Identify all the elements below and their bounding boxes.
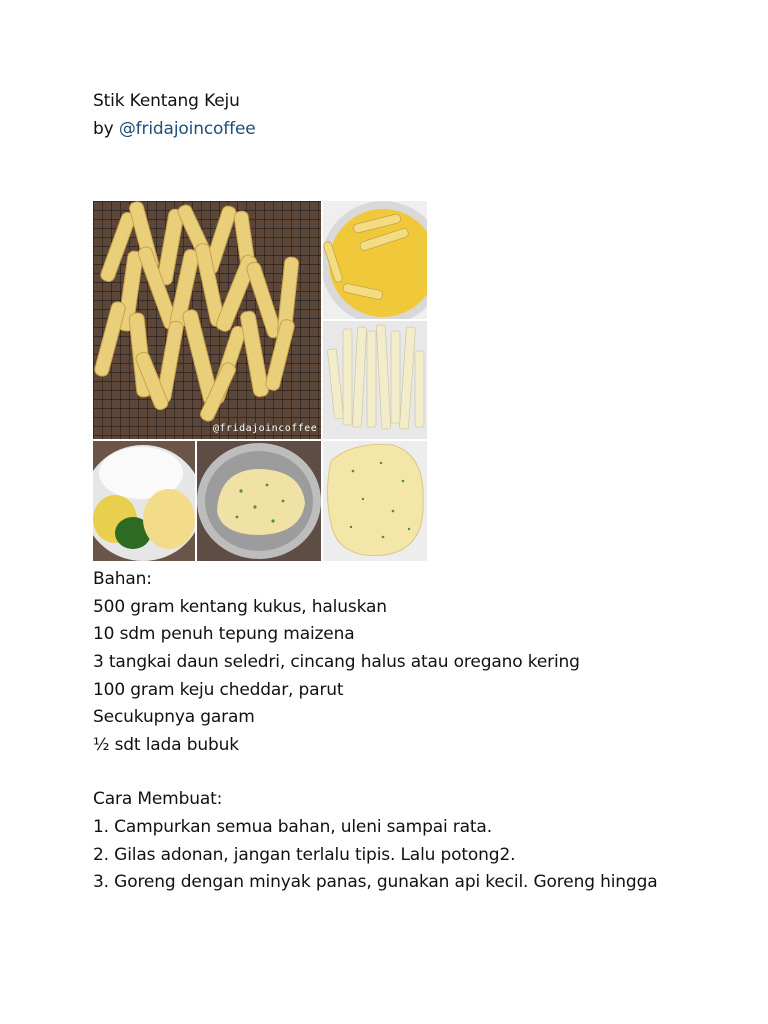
steps-heading: Cara Membuat: — [93, 789, 223, 810]
recipe-document — [93, 88, 733, 897]
photo-watermark: @fridajoincoffee — [213, 423, 318, 435]
ingredient-item: 10 sdm penuh tepung maizena — [93, 624, 355, 645]
ingredients-list — [93, 594, 733, 760]
photo-ingredients — [93, 441, 195, 561]
ingredient-item: 3 tangkai daun seledri, cincang halus atau oregano kering — [93, 651, 580, 672]
step-item: 1. Campurkan semua bahan, uleni sampai rata. — [93, 816, 492, 837]
ingredient-item: Secukupnya garam — [93, 707, 255, 728]
step-item: 3. Goreng dengan minyak panas, gunakan api kecil. Goreng hingga — [93, 872, 658, 893]
photo-frying-in-oil — [323, 201, 427, 319]
step-item: 2. Gilas adonan, jangan terlalu tipis. Lalu potong2. — [93, 844, 516, 865]
recipe-title: Stik Kentang Keju — [93, 91, 240, 111]
ingredient-item: 500 gram kentang kukus, haluskan — [93, 596, 387, 617]
photo-dough-bowl — [197, 441, 321, 561]
photo-rolled-dough — [323, 441, 427, 561]
photo-cut-sticks — [323, 321, 427, 439]
ingredient-item: ½ sdt lada bubuk — [93, 734, 239, 755]
ingredient-item: 100 gram keju cheddar, parut — [93, 679, 344, 700]
author-handle-link[interactable]: @fridajoincoffee — [118, 118, 256, 139]
ingredients-heading: Bahan: — [93, 569, 152, 590]
byline — [93, 116, 733, 144]
byline-prefix: by — [93, 118, 119, 139]
photo-fried-sticks — [93, 201, 321, 439]
steps-list — [93, 814, 733, 897]
recipe-photo-collage — [93, 201, 427, 561]
